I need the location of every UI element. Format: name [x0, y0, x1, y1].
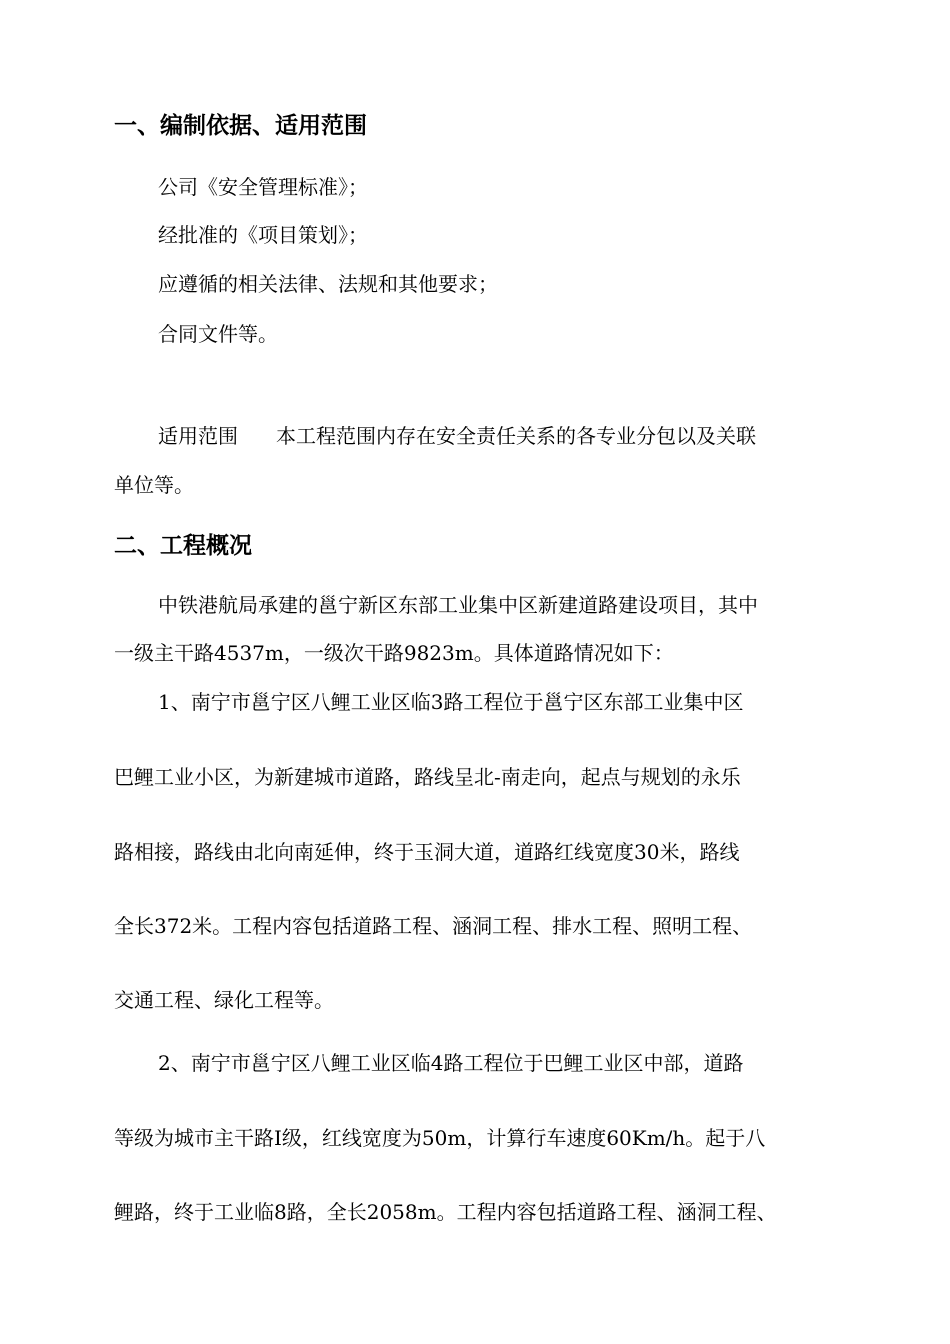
item1-line: 1、南宁市邕宁区八鲤工业区临3路工程位于邕宁区东部工业集中区	[158, 690, 744, 714]
intro-line: 中铁港航局承建的邕宁新区东部工业集中区新建道路建设项目，其中	[158, 593, 758, 617]
scope-label: 适用范围	[158, 424, 238, 448]
item2-line: 等级为城市主干路Ⅰ级，红线宽度为50m，计算行车速度60Km/h。起于八	[114, 1126, 766, 1150]
item1-line: 交通工程、绿化工程等。	[114, 988, 334, 1012]
basis-item: 公司《安全管理标准》；	[158, 175, 368, 199]
scope-paragraph-line: 单位等。	[114, 473, 194, 497]
basis-item: 经批准的《项目策划》；	[158, 223, 368, 247]
scope-paragraph-line	[158, 422, 756, 450]
intro-line: 一级主干路4537m，一级次干路9823m。具体道路情况如下：	[114, 641, 674, 665]
section-heading-overview: 二、工程概况	[114, 533, 252, 559]
item2-line: 鲤路，终于工业临8路，全长2058m。工程内容包括道路工程、涵洞工程、	[114, 1200, 777, 1224]
basis-item: 应遵循的相关法律、法规和其他要求；	[158, 272, 498, 296]
item1-line: 巴鲤工业小区，为新建城市道路，路线呈北-南走向，起点与规划的永乐	[114, 765, 741, 789]
basis-item: 合同文件等。	[158, 322, 278, 346]
item1-line: 路相接，路线由北向南延伸，终于玉洞大道，道路红线宽度30米，路线	[114, 840, 740, 864]
scope-text: 本工程范围内存在安全责任关系的各专业分包以及关联	[276, 424, 756, 448]
item1-line: 全长372米。工程内容包括道路工程、涵洞工程、排水工程、照明工程、	[114, 914, 753, 938]
section-heading-scope: 一、编制依据、适用范围	[114, 113, 367, 139]
item2-line: 2、南宁市邕宁区八鲤工业区临4路工程位于巴鲤工业区中部，道路	[158, 1051, 744, 1075]
